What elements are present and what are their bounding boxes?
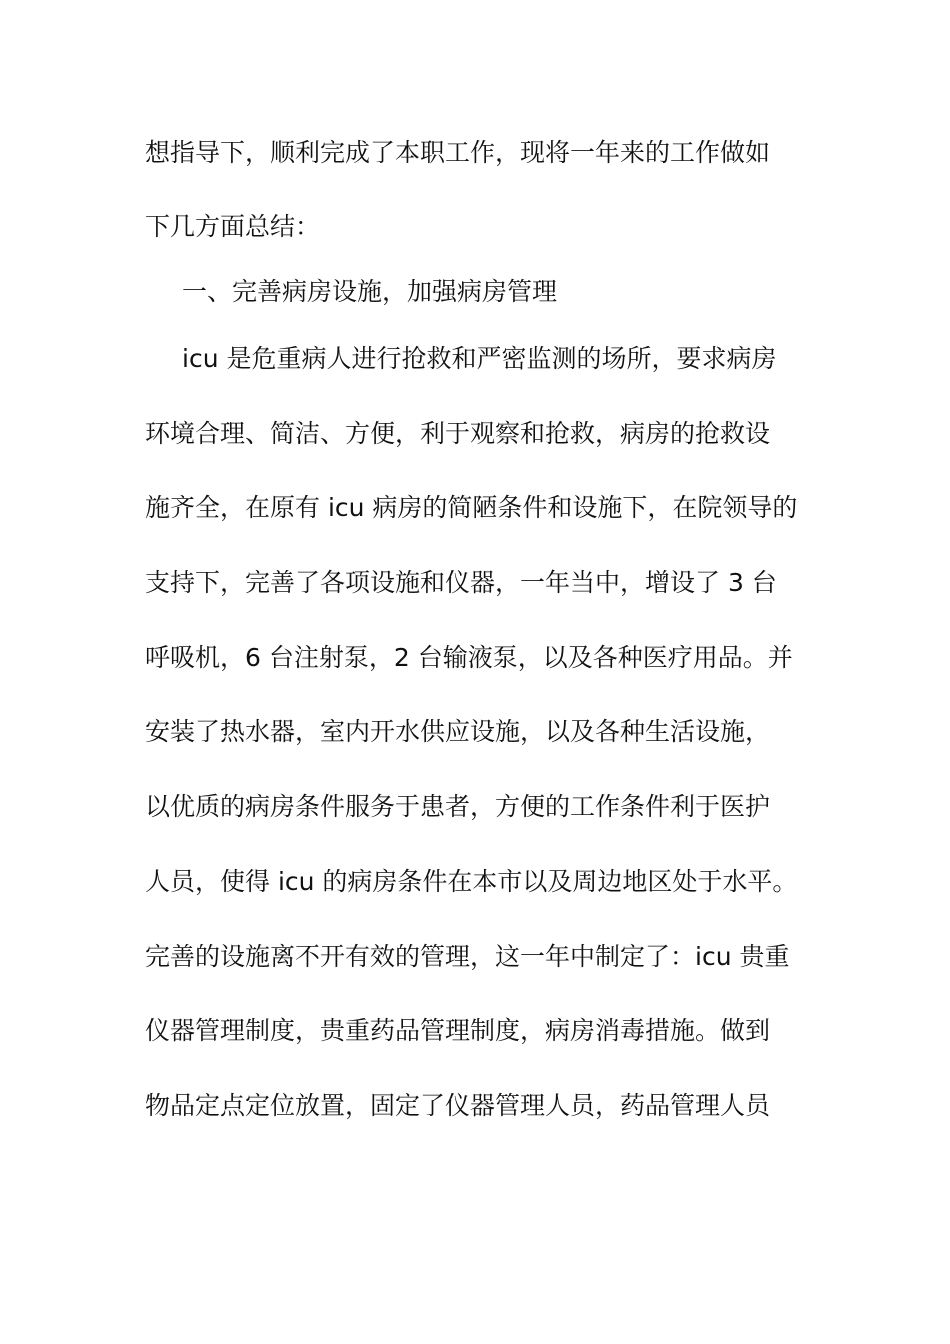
text-line: 仪器管理制度，贵重药品管理制度，病房消毒措施。做到 [145, 1016, 771, 1045]
text-line: 呼吸机，6 台注射泵，2 台输液泵，以及各种医疗用品。并 [145, 643, 793, 672]
text-line: 环境合理、简洁、方便，利于观察和抢救，病房的抢救设 [145, 419, 771, 448]
text-line: 下几方面总结： [145, 212, 321, 241]
text-line: 人员，使得 icu 的病房条件在本市以及周边地区处于水平。 [145, 867, 798, 896]
text-line: 支持下，完善了各项设施和仪器，一年当中，增设了 3 台 [145, 568, 777, 597]
text-line: 施齐全，在原有 icu 病房的简陋条件和设施下，在院领导的 [145, 493, 798, 522]
text-line: 以优质的病房条件服务于患者，方便的工作条件利于医护 [145, 792, 771, 821]
text-line: 安装了热水器，室内开水供应设施，以及各种生活设施， [145, 717, 771, 746]
text-line: 物品定点定位放置，固定了仪器管理人员，药品管理人员 [145, 1091, 771, 1120]
paragraph-first-line: icu 是危重病人进行抢救和严密监测的场所，要求病房 [182, 344, 777, 373]
section-heading: 一、完善病房设施，加强病房管理 [182, 277, 558, 306]
text-line: 完善的设施离不开有效的管理，这一年中制定了：icu 贵重 [145, 942, 790, 971]
text-line: 想指导下，顺利完成了本职工作，现将一年来的工作做如 [145, 138, 771, 167]
